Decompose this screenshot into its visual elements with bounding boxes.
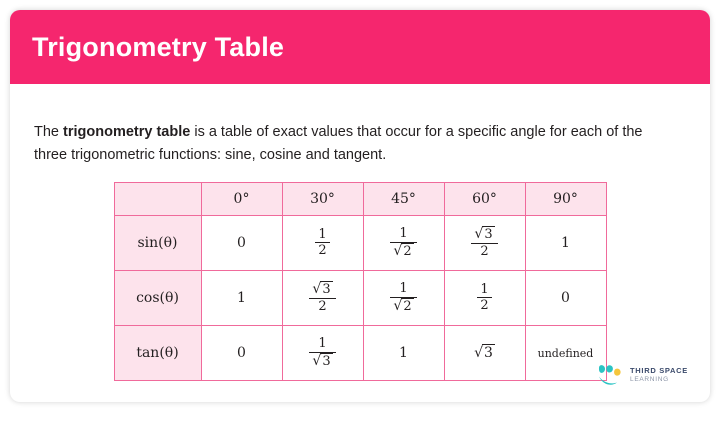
math-value: 0 (561, 289, 570, 306)
fraction-numerator (309, 337, 335, 353)
page-header (10, 10, 710, 84)
fraction (477, 283, 491, 313)
fraction-denominator (309, 299, 335, 314)
table-cell (201, 270, 282, 325)
table-row-label: tan(θ) (114, 325, 201, 380)
table-row (114, 325, 606, 380)
math-value: 2 (318, 243, 327, 259)
trigonometry-table (114, 182, 607, 381)
table-head (114, 182, 606, 215)
brand-logo-line2: LEARNING (630, 375, 669, 383)
fraction-numerator (315, 228, 329, 244)
intro-text-part1: The (34, 123, 64, 140)
math-value: 1 (399, 344, 408, 361)
sqrt-expression: √3 (312, 352, 331, 369)
table-cell (282, 215, 363, 270)
table-column-header: 45° (363, 182, 444, 215)
fraction (390, 227, 416, 258)
sqrt-expression: √3 (474, 226, 493, 243)
fraction (315, 228, 329, 258)
math-value: 1 (561, 234, 570, 251)
sqrt-expression: √2 (393, 297, 412, 314)
table-column-header: 0° (201, 182, 282, 215)
table-cell (201, 325, 282, 380)
sqrt-expression: √3 (312, 281, 331, 298)
intro-text-bold: trigonometry table (63, 123, 191, 140)
sqrt-expression: √3 (474, 344, 493, 361)
brand-logo-text (630, 367, 688, 383)
table-corner-cell (114, 182, 201, 215)
intro-paragraph (34, 121, 674, 168)
brand-logo-line1: THIRD SPACE (630, 365, 688, 375)
fraction-denominator (390, 298, 416, 314)
table-cell (363, 215, 444, 270)
fraction-denominator (315, 243, 329, 258)
table-cell (282, 325, 363, 380)
fraction (390, 282, 416, 313)
fraction-numerator (390, 227, 416, 243)
math-value: 1 (237, 289, 246, 306)
math-value: 0 (237, 234, 246, 251)
table-column-header: 30° (282, 182, 363, 215)
table-row-label: cos(θ) (114, 270, 201, 325)
table-header-row (114, 182, 606, 215)
brand-logo (597, 364, 688, 386)
math-value: 0 (237, 344, 246, 361)
fraction-denominator (390, 243, 416, 259)
sqrt-expression: √2 (393, 242, 412, 259)
table-cell (444, 270, 525, 325)
math-value: 2 (480, 298, 489, 314)
table-cell (444, 215, 525, 270)
table-cell (525, 270, 606, 325)
table-column-header: 90° (525, 182, 606, 215)
fraction-denominator (471, 244, 497, 259)
math-value: 1 (318, 336, 327, 352)
table-cell (363, 270, 444, 325)
fraction-denominator (477, 298, 491, 313)
page-body (10, 84, 710, 381)
fraction (471, 227, 497, 258)
math-value: 2 (480, 243, 489, 259)
fraction-numerator (390, 282, 416, 298)
table-body (114, 215, 606, 380)
math-value: 2 (318, 298, 327, 314)
fraction-denominator (309, 353, 335, 369)
fraction (309, 337, 335, 368)
math-value: 1 (399, 226, 408, 242)
table-cell (525, 325, 606, 380)
fraction-numerator (477, 283, 491, 299)
fraction-numerator (309, 282, 335, 299)
math-value: 1 (318, 226, 327, 242)
intro-text-part2: is a table of exact values that occur for a specific angle for each of the three trigonometric functions: sine, cosine and tangent. (34, 123, 643, 163)
table-row (114, 270, 606, 325)
table-row (114, 215, 606, 270)
content-card (10, 10, 710, 402)
table-cell (201, 215, 282, 270)
table-cell (363, 325, 444, 380)
table-cell (282, 270, 363, 325)
fraction-numerator (471, 227, 497, 244)
math-value: 1 (399, 281, 408, 297)
page-title: Trigonometry Table (32, 31, 285, 62)
table-cell (525, 215, 606, 270)
table-column-header: 60° (444, 182, 525, 215)
math-value: 1 (480, 281, 489, 297)
table-cell (444, 325, 525, 380)
undefined-value: undefined (537, 346, 594, 360)
table-row-label: sin(θ) (114, 215, 201, 270)
fraction (309, 282, 335, 313)
trig-table-wrapper (34, 182, 686, 381)
third-space-learning-logo-icon (597, 364, 623, 386)
